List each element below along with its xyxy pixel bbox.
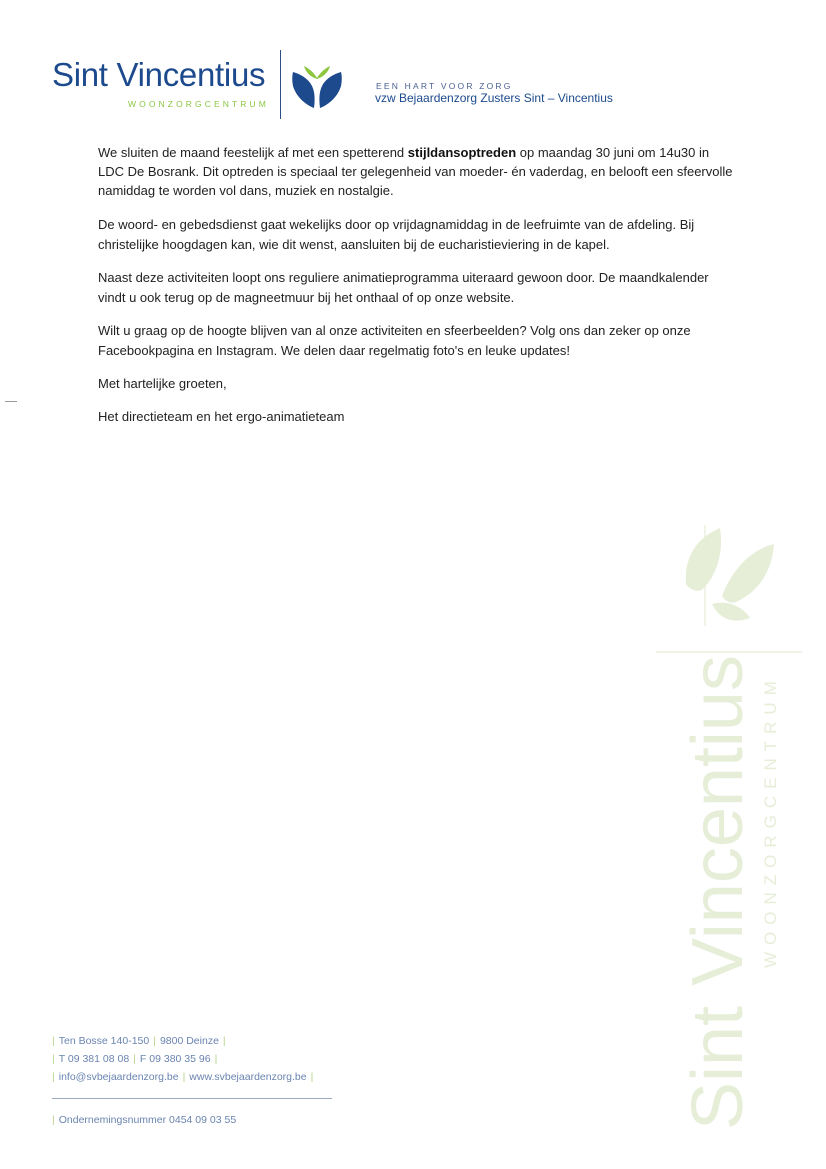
fax: F 09 380 35 96 bbox=[139, 1053, 211, 1065]
company-number-text: Ondernemingsnummer 0454 09 03 55 bbox=[58, 1114, 237, 1126]
watermark-subtitle: WOONZORGCENTRUM bbox=[761, 674, 780, 968]
letter-body bbox=[98, 143, 738, 440]
footer-address-row: | Ten Bosse 140-150 | 9800 Deinze | bbox=[52, 1035, 226, 1047]
greeting: Met hartelijke groeten, bbox=[98, 376, 227, 391]
watermark-logo bbox=[650, 520, 826, 1140]
tagline: EEN HART VOOR ZORG bbox=[376, 81, 513, 91]
phone: T 09 381 08 08 bbox=[58, 1053, 130, 1065]
website-link[interactable]: www.svbejaardenzorg.be bbox=[189, 1071, 307, 1083]
paragraph-animation-program: Naast deze activiteiten loopt ons reguliere animatieprogramma uiteraard gewoon door. De maandkalender vindt u ook terug op de magneetmuur bij het onthaal of op onze website. bbox=[98, 270, 709, 305]
footer-contact bbox=[52, 1032, 317, 1086]
paragraph-performance bbox=[98, 143, 738, 200]
signature: Het directieteam en het ergo-animatieteam bbox=[98, 409, 345, 424]
paragraph-text: op maandag 30 juni om 14u30 in LDC De Bosrank. Dit optreden is speciaal ter gelegenheid van moeder- én vaderdag, en belooft een sfeervolle namiddag te worden vol dans, muziek en nostalgie. bbox=[98, 145, 733, 198]
company-number: | Ondernemingsnummer 0454 09 03 55 bbox=[52, 1114, 237, 1126]
heart-leaf-logo-icon bbox=[290, 60, 344, 112]
logo-subtitle: WOONZORGCENTRUM bbox=[128, 99, 269, 109]
email-link[interactable]: info@svbejaardenzorg.be bbox=[58, 1071, 179, 1083]
address: Ten Bosse 140-150 bbox=[58, 1035, 150, 1047]
highlight-dance-performance: stijldansoptreden bbox=[407, 145, 517, 160]
logo-name: Sint Vincentius bbox=[52, 56, 266, 93]
paragraph-social-media: Wilt u graag op de hoogte blijven van al onze activiteiten en sfeerbeelden? Volg ons dan zeker op onze Facebookpagina en Instagram. We delen daar regelmatig foto's en leuke updates! bbox=[98, 323, 691, 358]
footer-phone-row: | T 09 381 08 08 | F 09 380 35 96 | bbox=[52, 1053, 218, 1065]
watermark-leaf-icon bbox=[686, 528, 774, 621]
logo-divider bbox=[280, 50, 281, 119]
city: 9800 Deinze bbox=[159, 1035, 219, 1047]
footer-divider bbox=[52, 1098, 332, 1099]
watermark-name: Sint Vincentius bbox=[678, 655, 758, 1130]
fold-mark bbox=[5, 401, 17, 402]
paragraph-text: We sluiten de maand feestelijk af met een spetterend bbox=[98, 145, 408, 160]
paragraph-worship-service: De woord- en gebedsdienst gaat wekelijks door op vrijdagnamiddag in de leefruimte van de afdeling. Bij christelijke hoogdagen kan, wie dit wenst, aansluiten bij de eucharistieviering in de kapel. bbox=[98, 217, 695, 252]
organization-name: vzw Bejaardenzorg Zusters Sint – Vincentius bbox=[375, 91, 613, 105]
footer-web-row: | info@svbejaardenzorg.be | www.svbejaardenzorg.be | bbox=[52, 1071, 314, 1083]
